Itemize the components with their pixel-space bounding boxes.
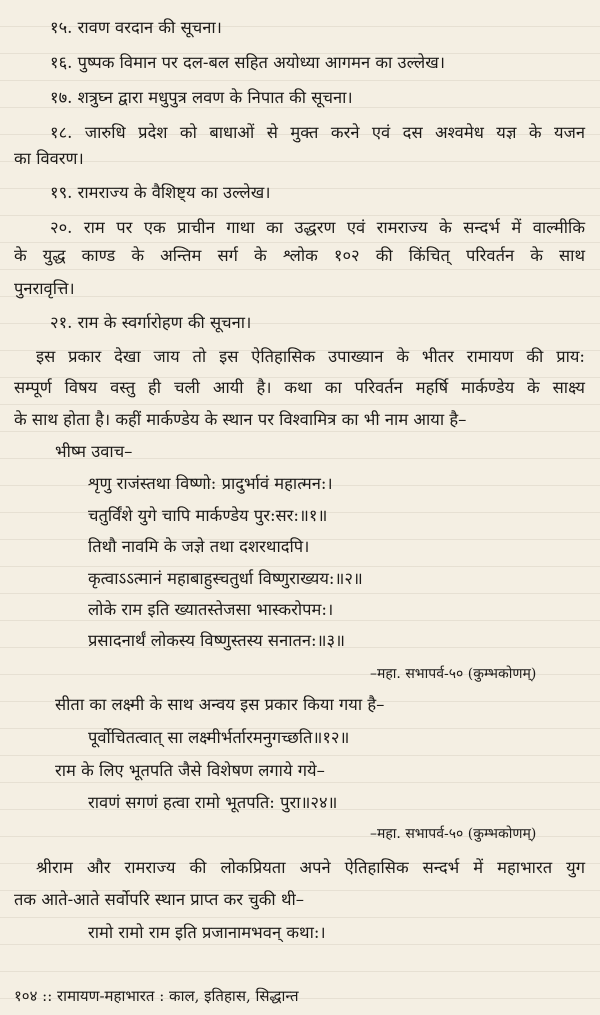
page-footer: १०४ :: रामायण-महाभारत : काल, इतिहास, सिद्धान्त — [14, 987, 299, 1005]
speaker-label: भीष्म उवाच– — [55, 442, 133, 461]
verse-ram: रावणं सगणं हत्वा रामो भूतपति: पुरा॥२४॥ — [88, 793, 338, 812]
list-item-16: १६. पुष्पक विमान पर दल-बल सहित अयोध्या आगमन का उल्लेख। — [50, 53, 445, 72]
list-item-19: १९. रामराज्य के वैशिष्ट्य का उल्लेख। — [50, 183, 271, 202]
paragraph-line: के साथ होता है। कहीं मार्कण्डेय के स्थान पर विश्वामित्र का भी नाम आया है– — [14, 410, 467, 429]
list-item-17: १७. शत्रुघ्न द्वारा मधुपुत्र लवण के निपात की सूचना। — [50, 88, 353, 107]
list-item-18-cont: का विवरण। — [14, 149, 84, 168]
paragraph-line: श्रीराम और रामराज्य की लोकप्रियता अपने ऐतिहासिक सन्दर्भ में महाभारत युग — [36, 858, 585, 877]
sita-intro: सीता का लक्ष्मी के साथ अन्वय इस प्रकार किया गया है– — [55, 695, 385, 714]
verse-final: रामो रामो राम इति प्रजानामभवन् कथा:। — [88, 923, 326, 942]
list-item-21: २१. राम के स्वर्गारोहण की सूचना। — [50, 313, 252, 332]
verse-line: शृणु राजंस्तथा विष्णो: प्रादुर्भावं महात्मन:। — [88, 474, 333, 493]
verse-line: चतुर्विंशे युगे चापि मार्कण्डेय पुर:सर:॥१॥ — [88, 506, 328, 525]
paragraph-line: तक आते-आते सर्वोपरि स्थान प्राप्त कर चुकी थी– — [14, 890, 305, 909]
verse-line: लोके राम इति ख्यातस्तेजसा भास्करोपम:। — [88, 600, 334, 619]
list-item-20-cont2: पुनरावृत्ति। — [14, 279, 75, 298]
verse-line: कृत्वाऽऽत्मानं महाबाहुस्चतुर्धा विष्णुराख्यय:॥२॥ — [88, 569, 363, 588]
list-item-15: १५. रावण वरदान की सूचना। — [50, 18, 222, 37]
ram-intro: राम के लिए भूतपति जैसे विशेषण लगाये गये– — [55, 761, 325, 780]
verse-line: तिथौ नावमि के जज्ञे तथा दशरथादपि। — [88, 537, 310, 556]
list-item-18: १८. जारुधि प्रदेश को बाधाओं से मुक्त करने एवं दस अश्वमेध यज्ञ के यजन — [50, 123, 585, 142]
verse-sita: पूर्वोचितत्वात् सा लक्ष्मीर्भर्तारमनुगच्छति॥१२॥ — [88, 728, 350, 747]
source-citation: –महा. सभापर्व-५० (कुम्भकोणम्) — [370, 826, 537, 842]
source-citation: –महा. सभापर्व-५० (कुम्भकोणम्) — [370, 666, 537, 682]
paragraph-line: सम्पूर्ण विषय वस्तु ही चली आयी है। कथा का परिवर्तन महर्षि मार्कण्डेय के साक्ष्य — [14, 378, 585, 397]
list-item-20: २०. राम पर एक प्राचीन गाथा का उद्धरण एवं रामराज्य के सन्दर्भ में वाल्मीकि — [50, 218, 585, 237]
list-item-20-cont: के युद्ध काण्ड के अन्तिम सर्ग के श्लोक १०२ की किंचित् परिवर्तन के साथ — [14, 246, 585, 265]
paragraph-line: इस प्रकार देखा जाय तो इस ऐतिहासिक उपाख्यान के भीतर रामायण की प्राय: — [36, 347, 585, 366]
verse-line: प्रसादनार्थं लोकस्य विष्णुस्तस्य सनातन:॥३॥ — [88, 631, 345, 650]
